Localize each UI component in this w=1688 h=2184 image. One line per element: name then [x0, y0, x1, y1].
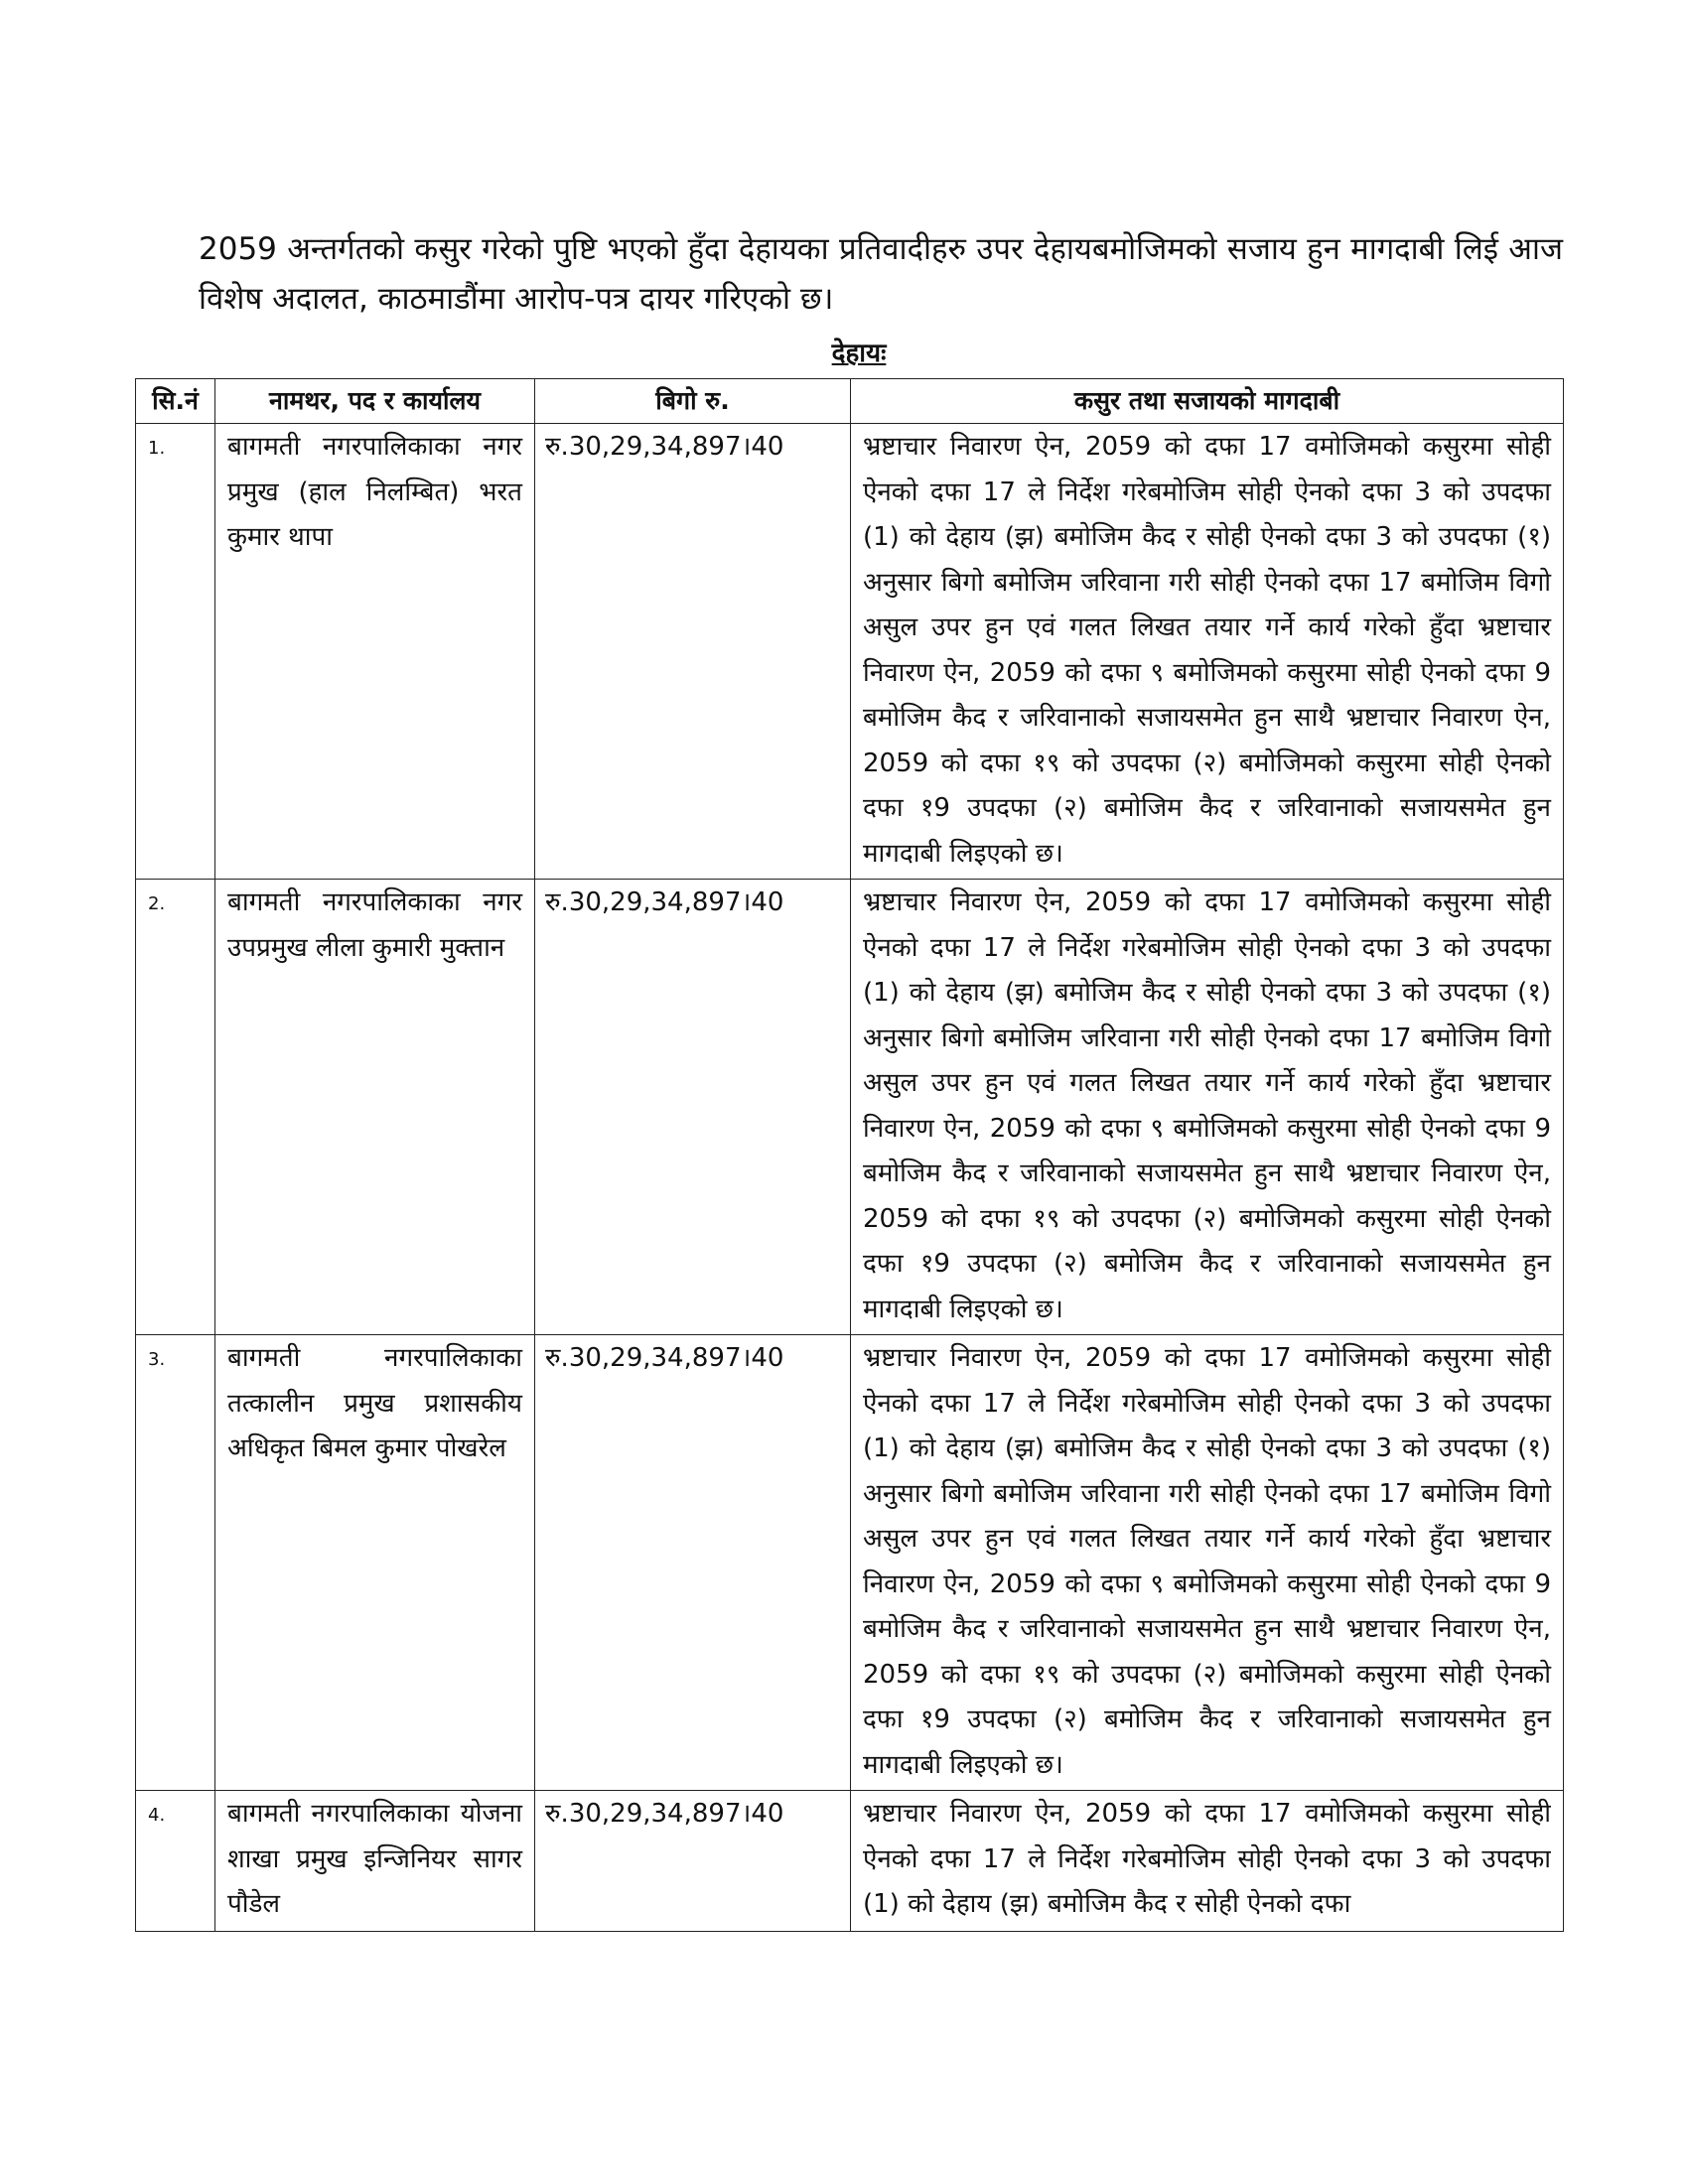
defendants-table [135, 378, 1564, 1932]
table-row [136, 880, 1564, 1335]
row-name: बागमती नगरपालिकाका योजना शाखा प्रमुख इन्जिनियर सागर पौडेल [215, 1791, 535, 1932]
row-amount: रु.30,29,34,897।40 [535, 880, 851, 1335]
section-heading [0, 334, 1688, 373]
row-charge: भ्रष्टाचार निवारण ऐन, 2059 को दफा 17 वमोजिमको कसुरमा सोही ऐनको दफा 17 ले निर्देश गरेबमोजिम सोही ऐनको दफा 3 को उपदफा (1) को देहाय (झ) बमोजिम कैद र सोही ऐनको दफा 3 को उपदफा (१) अनुसार बिगो बमोजिम जरिवाना गरी सोही ऐनको दफा 17 बमोजिम विगो असुल उपर हुन एवं गलत लिखत तयार गर्ने कार्य गरेको हुँदा भ्रष्टाचार निवारण ऐन, 2059 को दफा ९ बमोजिमको कसुरमा सोही ऐनको दफा 9 बमोजिम कैद र जरिवानाको सजायसमेत हुन साथै भ्रष्टाचार निवारण ऐन, 2059 को दफा १९ को उपदफा (२) बमोजिमको कसुरमा सोही ऐनको दफा १9 उपदफा (२) बमोजिम कैद र जरिवानाको सजायसमेत हुन मागदाबी लिइएको छ। [851, 1335, 1564, 1791]
row-name: बागमती नगरपालिकाका तत्कालीन प्रमुख प्रशासकीय अधिकृत बिमल कुमार पोखरेल [215, 1335, 535, 1791]
table-row [136, 1335, 1564, 1791]
table-row [136, 424, 1564, 880]
header-name: नामथर, पद र कार्यालय [215, 379, 535, 424]
row-charge: भ्रष्टाचार निवारण ऐन, 2059 को दफा 17 वमोजिमको कसुरमा सोही ऐनको दफा 17 ले निर्देश गरेबमोजिम सोही ऐनको दफा 3 को उपदफा (1) को देहाय (झ) बमोजिम कैद र सोही ऐनको दफा 3 को उपदफा (१) अनुसार बिगो बमोजिम जरिवाना गरी सोही ऐनको दफा 17 बमोजिम विगो असुल उपर हुन एवं गलत लिखत तयार गर्ने कार्य गरेको हुँदा भ्रष्टाचार निवारण ऐन, 2059 को दफा ९ बमोजिमको कसुरमा सोही ऐनको दफा 9 बमोजिम कैद र जरिवानाको सजायसमेत हुन साथै भ्रष्टाचार निवारण ऐन, 2059 को दफा १९ को उपदफा (२) बमोजिमको कसुरमा सोही ऐनको दफा १9 उपदफा (२) बमोजिम कैद र जरिवानाको सजायसमेत हुन मागदाबी लिइएको छ। [851, 880, 1564, 1335]
row-sn: 2. [136, 880, 215, 1335]
header-sn: सि.नं [136, 379, 215, 424]
row-name: बागमती नगरपालिकाका नगर उपप्रमुख लीला कुमारी मुक्तान [215, 880, 535, 1335]
row-name: बागमती नगरपालिकाका नगर प्रमुख (हाल निलम्बित) भरत कुमार थापा [215, 424, 535, 880]
section-heading-text: देहायः [831, 339, 887, 368]
table-header-row [136, 379, 1564, 424]
row-sn: 4. [136, 1791, 215, 1932]
row-sn: 1. [136, 424, 215, 880]
row-amount: रु.30,29,34,897।40 [535, 424, 851, 880]
row-sn: 3. [136, 1335, 215, 1791]
row-charge: भ्रष्टाचार निवारण ऐन, 2059 को दफा 17 वमोजिमको कसुरमा सोही ऐनको दफा 17 ले निर्देश गरेबमोजिम सोही ऐनको दफा 3 को उपदफा (1) को देहाय (झ) बमोजिम कैद र सोही ऐनको दफा 3 को उपदफा (१) अनुसार बिगो बमोजिम जरिवाना गरी सोही ऐनको दफा 17 बमोजिम विगो असुल उपर हुन एवं गलत लिखत तयार गर्ने कार्य गरेको हुँदा भ्रष्टाचार निवारण ऐन, 2059 को दफा ९ बमोजिमको कसुरमा सोही ऐनको दफा 9 बमोजिम कैद र जरिवानाको सजायसमेत हुन साथै भ्रष्टाचार निवारण ऐन, 2059 को दफा १९ को उपदफा (२) बमोजिमको कसुरमा सोही ऐनको दफा १9 उपदफा (२) बमोजिम कैद र जरिवानाको सजायसमेत हुन मागदाबी लिइएको छ। [851, 424, 1564, 880]
header-charge: कसुर तथा सजायको मागदाबी [851, 379, 1564, 424]
header-amount: बिगो रु. [535, 379, 851, 424]
intro-paragraph: 2059 अन्तर्गतको कसुर गरेको पुष्टि भएको हुँदा देहायका प्रतिवादीहरु उपर देहायबमोजिमको सजाय हुन मागदाबी लिई आज विशेष अदालत, काठमाडौंमा आरोप-पत्र दायर गरिएको छ। [199, 231, 1563, 317]
table-row [136, 1791, 1564, 1932]
row-charge [851, 1791, 1564, 1932]
row-amount: रु.30,29,34,897।40 [535, 1791, 851, 1932]
row-charge-text: भ्रष्टाचार निवारण ऐन, 2059 को दफा 17 वमोजिमको कसुरमा सोही ऐनको दफा 17 ले निर्देश गरेबमोजिम सोही ऐनको दफा 3 को उपदफा (1) को देहाय (झ) बमोजिम कैद र सोही ऐनको दफा [863, 1799, 1551, 1919]
row-amount: रु.30,29,34,897।40 [535, 1335, 851, 1791]
